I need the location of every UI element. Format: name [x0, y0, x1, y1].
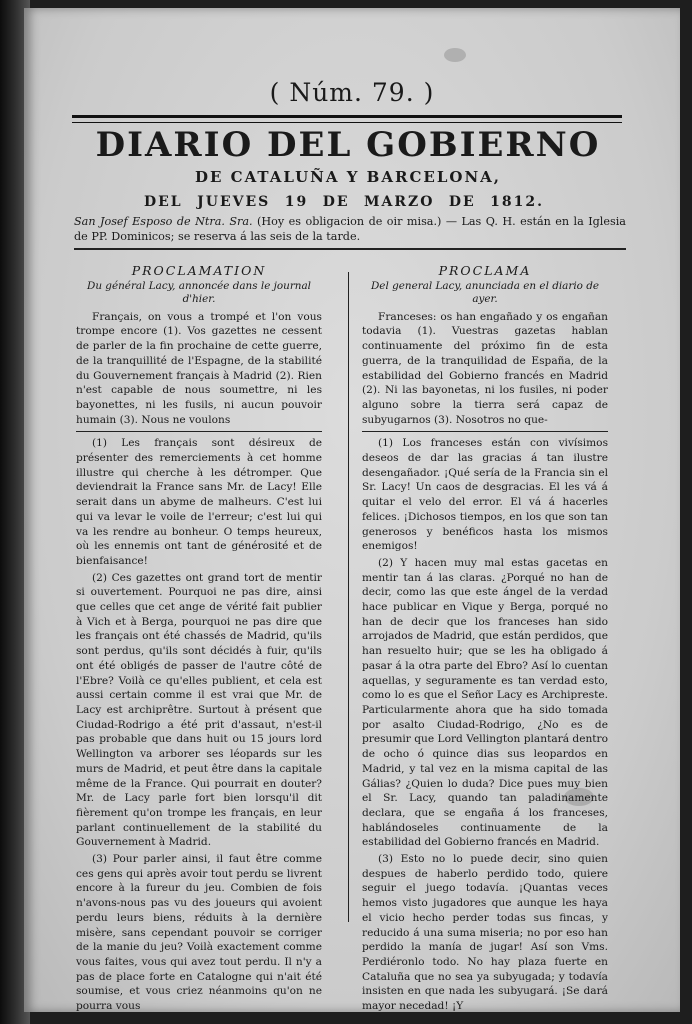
section-rule	[74, 248, 626, 250]
footnote: (1) Les français sont désireux de présenter des remerciements à cet homme illustre qui cherche à les détromper. Que deviendrait la France sans Mr. de Lacy! Elle serait dans un abyme de malheurs. C'est lui qui va levar le voile de l'erreur; c'est lui qui va les rendre au bonheur. O temps heureux, où les ennemis ont tant de générosité et de bienfaisance!	[76, 437, 322, 567]
issue-date	[144, 194, 544, 210]
footnote: (2) Y hacen muy mal estas gacetas en mentir tan á las claras. ¿Porqué no han de decir, como las que este ángel de la verdad hace publicar en Vique y Berga, porqué no han de decir que los franceses han sido arrojados de Madrid, que están perdidos, que han resuelto huir; que se les ha obligado á pasar á la otra parte del Ebro? Así lo cuentan aquellas, y seguramente es tan verdad esto, como lo es que el Señor Lacy es Archipreste. Particularmente ahora que ha sido tomada por asalto Ciudad-Rodrigo, ¿No es de presumir que Lord Vellington plantará dentro de ocho ó quince dias sus leopardos en Madrid, y tal vez en la misma capital de las Gálias? ¿Quien lo duda? Dice pues muy bien el Sr. Lacy, quando tan paladinamente declara, que se engaña á los franceses, hablándoseles continuamente de la estabilidad del Gobierno francés en Madrid.	[362, 556, 608, 849]
french-footnotes	[76, 431, 322, 1013]
spanish-column	[362, 264, 608, 1016]
column-separator	[348, 272, 349, 922]
date-part: DEL	[144, 194, 183, 210]
footnote: (3) Esto no lo puede decir, sino quien despues de haberlo perdido todo, quiere seguir el juego todavía. ¡Quantas veces hemos visto jugadores que aunque les haya el vicio hecho perder todas sus fincas, y reducido á una suma miseria; no por eso han perdido la manía de jugar! Así son Vms. Perdiéronlo todo. No hay plaza fuerte en Cataluña que no sea ya subyugada; y todavía insisten en que nada les subyugará. ¡Se dará mayor necedad! ¡Y	[362, 853, 608, 1013]
date-part: MARZO	[363, 194, 435, 210]
spanish-body: Franceses: os han engañado y os engañan todavia (1). Vuestras gazetas hablan continuamente del próximo fin de esta guerra, de la tranquilidad de España, de la estabilidad del Gobierno francés en Madrid (2). Ni las bayonetas, ni los fusiles, ni poder alguno sobre la tierra será capaz de subyugarnos (3). Nosotros no que-	[362, 310, 608, 426]
french-byline: Du général Lacy, annoncée dans le journal d'hier.	[86, 279, 311, 305]
masthead-subtitle: DE CATALUÑA Y BARCELONA,	[194, 168, 502, 186]
french-column	[76, 264, 322, 1016]
french-heading: PROCLAMATION	[131, 263, 267, 278]
footnote: (1) Los franceses están con vivísimos deseos de dar las gracias á tan ilustre desengañador. ¡Qué sería de la Francia sin el Sr. Lacy! Un caos de desgracias. El les vá á quitar el velo del error. El vá á hacerles felices. ¡Dichosos tiempos, en los que son tan generosos y benéficos hasta los mismos enemigos!	[362, 437, 608, 553]
issue-number: ( Núm. 79. )	[269, 78, 435, 107]
footnote: (2) Ces gazettes ont grand tort de mentir si ouvertement. Pourquoi ne pas dire, ainsi que celles que cet ange de vérité fait publier à Vich et à Berga, pourquoi ne pas dire que les français ont été chassés de Madrid, qu'ils sont perdus, qu'ils sont décidés à fuir, qu'ils ont été obligés de passer de l'autre côté de l'Ebre? Voilà ce qu'elles publient, et cela est aussi certain comme il est vrai que Mr. de Lacy est archiprêtre. Surtout à présent que Ciudad-Rodrigo a été prit d'assaut, n'est-il pas probable que dans huit ou 15 jours lord Wellington va arborer ses léopards sur les murs de Madrid, et peut être dans la capitale même de la France. Qui pourrait en douter? Mr. de Lacy parle fort bien lorsqu'il dit fièrement qu'on trompe les français, en leur parlant continuellement de la stabilité du Gouvernement à Madrid.	[76, 571, 322, 849]
date-part: DE	[322, 194, 350, 210]
mass-notice: (Hoy es obligacion de oir misa.) — Las Q. H. están en la Iglesia de PP. Dominicos; se reserva á las seis de la tarde.	[74, 215, 626, 243]
spanish-byline: Del general Lacy, anunciada en el diario de ayer.	[370, 279, 600, 305]
saint-name: San Josef Esposo de Ntra. Sra.	[74, 215, 253, 228]
spanish-footnotes	[362, 431, 608, 1013]
date-part: 1812.	[490, 194, 544, 210]
newspaper-page	[24, 8, 680, 1012]
date-part: 19	[284, 194, 309, 210]
masthead-title: DIARIO DEL GOBIERNO	[95, 125, 601, 165]
date-part: JUEVES	[197, 194, 271, 210]
saint-of-day	[74, 214, 626, 244]
footnote: (3) Pour parler ainsi, il faut être comme ces gens qui après avoir tout perdu se livrent encore à la fureur du jeu. Combien de fois n'avons-nous pas vu des joueurs qui avoient perdu leurs biens, réduits à la dernière misère, sans cependant pouvoir se corriger de la manie du jeu? Voilà exactement comme vous faites, vous qui avez tout perdu. Il n'y a pas de place forte en Catalogne qui n'ait été soumise, et vous criez néanmoins qu'on ne pourra vous	[76, 853, 322, 1013]
french-body: Français, on vous a trompé et l'on vous trompe encore (1). Vos gazettes ne cessent de parler de la fin prochaine de cette guerre, de la tranquillité de l'Espagne, de la stabilité du Gouvernement français à Madrid (2). Rien n'est capable de nous soumettre, ni les bayonettes, ni les fusils, ni aucun pouvoir humain (3). Nous ne voulons	[76, 310, 322, 426]
date-part: DE	[448, 194, 476, 210]
header-rule	[72, 115, 622, 123]
paper-stain	[444, 48, 466, 62]
spanish-heading: PROCLAMA	[438, 263, 532, 278]
